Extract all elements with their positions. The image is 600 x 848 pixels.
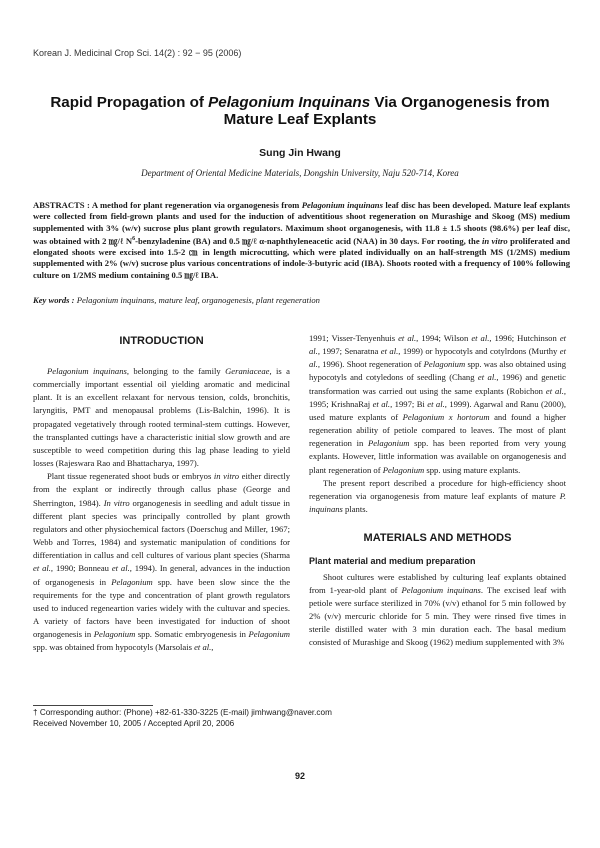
title-post: Via Organogenesis from Mature Leaf Explants (223, 94, 550, 128)
span: et al. (309, 333, 567, 357)
span: , 1996). Shoot regeneration of (317, 359, 424, 370)
span: , belonging to the family (126, 366, 226, 376)
abstract (33, 200, 570, 281)
span: spp. was also obtained using hypocotyls and cotyledons of seedling (Chang (309, 359, 566, 383)
span: Geraniaceae (225, 366, 270, 376)
span: spp. has been reported from very young explants. However, little information was available on organogenesis and plant regeneration of (309, 438, 566, 475)
span: Pelagonium x hortorum (402, 411, 490, 422)
span: Pelagonium inquinans (47, 366, 127, 376)
keywords-value: Pelagonium inquinans, mature leaf, organogenesis, plant regeneration (74, 295, 320, 305)
span: et al. (545, 385, 564, 396)
paper-title (40, 94, 560, 128)
journal-citation: Korean J. Medicinal Crop Sci. 14(2) : 92 − 95 (2006) (33, 48, 242, 58)
span: , 1997; Senaratna (317, 346, 381, 357)
span: spp. have been slow since the the requirements for the type and concentration of plant growth regulators used to induced regeneartion varies widely with the cultuvar and species. A variety of factors have been investigated for induction of shoot organogenesis in (33, 576, 291, 640)
span: , is a commercially important essential oil yielding aromatic and medicinal plant. It is an excellent relaxant for nervous tension, colds, bronchitis, laryngitis, PMT and menopausal problems (Lis-Balchin, 1996). It is propagated vegetatively through rooted terminal-stem cuttings. However, the transplanted cuttings have a characteristic initial slow growth and are susceptible to weed competition during this lag phase leading to yield losses (Rajeswara Rao and Bhattacharya, 1997). (33, 366, 290, 469)
span: in vitro (213, 471, 240, 482)
span: , 1990; Bonneau (50, 563, 112, 574)
author-affiliation: Department of Oriental Medicine Materials, Dongshin University, Naju 520-714, Korea (141, 168, 459, 178)
page-number: 92 (294, 771, 305, 781)
span: spp. was obtained from hypocotyls (Marsolais (33, 642, 195, 653)
span: et al. (477, 372, 497, 383)
title-species: Pelagonium Inquinans (208, 94, 371, 111)
methods-paragraph-1 (309, 571, 566, 650)
span: . The excised leaf with petiole were surface sterilized in 70% (v/v) ethanol for 5 min followed by 2% (v/v) mercuric chloride for 5 min. They were rinsed five times in sterile distilled water with 3 min duration each. The basal medium consisted of Murashige and Skoog (1962) medium supplemented with 3% (309, 584, 566, 648)
span: et al. (398, 333, 417, 343)
keywords (33, 295, 570, 305)
span: Pelagonium (111, 576, 153, 587)
span: , 1999) or hypocotyls and cotylrdons (Murthy (398, 346, 560, 357)
span: , 1996; Hutchinson (489, 333, 560, 343)
right-column (309, 332, 566, 649)
span: spp. Somatic embryogenesis in (135, 629, 249, 640)
span: , 1995; KrishnaRaj (309, 385, 566, 409)
intro-paragraph-1 (33, 365, 290, 470)
materials-methods-heading: MATERIALS AND METHODS (363, 532, 512, 545)
span: organogenesis in seedling and adult tissue in different plant species was principally controlled by plant growth regulators and other physiochemical factors (Doerschug and Miller, 1967; Webb and Torres, 1984) and systematic manipulation of conditions for differentiation in callus and cell cultures of various plant species (Sharma (33, 497, 290, 561)
span: and found a higher regeneration ability of petiole compared to leaves. The most of plant regeneration in (309, 411, 566, 449)
span: Pelagonium (248, 629, 290, 640)
span: et al. (372, 398, 391, 409)
span: , 1996) and genetic transformation was carried out using the same explants (Robichon (309, 372, 567, 396)
span: et al. (427, 398, 445, 409)
span: Pelagonium (367, 438, 410, 449)
span: Pelagonium inquinans (401, 584, 481, 595)
abstract-superscript: 6 (132, 235, 136, 242)
span: Pelagonium (93, 629, 136, 640)
abstract-text: leaf disc has been developed. Mature leaf explants were collected from field-grown plants and used for the induction of adventitious shoot regeneration on Murashige and Skoog (MS) medium supplemented with 3% (w/v) sucrose plus plant growth regulators. Maximum shoot organogenesis, with 11.8 ± 1.5 shoots (98.6%) per leaf disc, was obtained with 2 ㎎/ℓ N (33, 200, 570, 246)
span: Plant tissue regenerated shoot buds or embryos (47, 471, 214, 482)
span: et al. (111, 563, 130, 574)
intro-paragraph-2 (33, 470, 290, 654)
span: P. inquinans (309, 490, 566, 515)
span: et al. (309, 346, 566, 370)
span: 1991; Visser-Tenyenhuis (309, 333, 399, 343)
span: Pelagonium (423, 359, 466, 370)
abstract-text: -benzyladenine (BA) and 0.5 ㎎/ℓ α-naphthyleneacetic acid (NAA) in 30 days. For rooting, the (135, 235, 482, 246)
span: , 1999). Agarwal and Ranu (2000), used mature explants of (309, 398, 567, 422)
corresponding-author-footnote: † Corresponding author: (Phone) +82-61-330-3225 (E-mail) jimhwang@naver.com (33, 708, 332, 717)
span: Shoot cultures were established by culturing leaf explants obtained from 1-year-old plant of (309, 571, 566, 595)
footnote-rule (33, 705, 153, 706)
span: et al. (33, 563, 51, 574)
title-pre: Rapid Propagation of (50, 94, 209, 111)
keywords-label: Key words : (33, 295, 75, 305)
span: et al. (380, 346, 399, 357)
intro-paragraph-continued (309, 332, 566, 477)
span: spp. using mature explants. (424, 464, 521, 475)
span: The present report described a procedure for high-efficiency shoot regeneration via organogenesis from mature leaf explants of mature (309, 477, 566, 501)
introduction-heading: INTRODUCTION (119, 335, 204, 347)
received-accepted-footnote: Received November 10, 2005 / Accepted April 20, 2006 (33, 719, 235, 728)
abstract-italic: Pelagonium inquinans (301, 200, 383, 210)
span: either directly from the explant or indirectly through callus phase (George and Sherrington, 1984). (33, 471, 291, 508)
span: et al. (194, 642, 212, 653)
intro-paragraph-3 (309, 477, 566, 516)
span: plants. (342, 504, 368, 515)
span: , 1994; Wilson (416, 333, 472, 343)
span: Pelagonium (382, 464, 425, 475)
span: , 1994). In general, advances in the induction of organogenesis in (33, 563, 291, 587)
span: , 1997; Bi (390, 398, 428, 409)
span: et al. (471, 333, 490, 343)
author-name: Sung Jin Hwang (259, 147, 341, 159)
abstract-italic: in vitro (481, 235, 508, 246)
left-column (33, 365, 290, 654)
abstract-text: ABSTRACTS : A method for plant regeneration via organogenesis from (33, 200, 302, 210)
span: In vitro (103, 497, 130, 508)
abstract-text: proliferated and elongated shoots were excised into 1.5-2 ㎝ in length microcutting, which were plated individually on an half-strength MS (1/2MS) medium supplemented with 2% (w/v) sucrose plus various concentrations of indole-3-butyric acid (IBA). Shoots rooted with a frequency of 100% following culture on 1/2MS medium containing 0.5 ㎎/ℓ IBA. (33, 235, 571, 280)
subsection-heading: Plant material and medium preparation (309, 556, 476, 567)
span: , (211, 642, 214, 653)
